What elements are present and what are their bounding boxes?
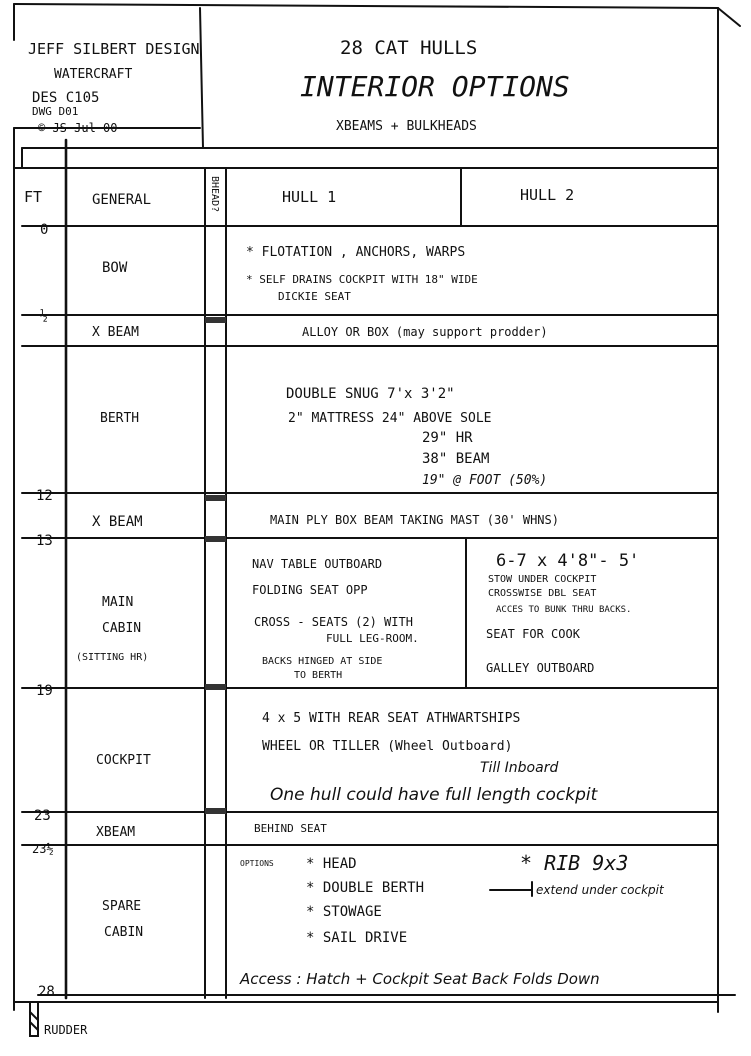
station-28: 28 bbox=[38, 984, 55, 1000]
station-numbers bbox=[32, 222, 55, 1000]
rudder bbox=[30, 1002, 88, 1037]
row-xbeam-1 bbox=[92, 325, 548, 340]
station-23-half: 23½ bbox=[32, 842, 54, 856]
header-ft: FT bbox=[24, 188, 43, 206]
cockpit-line-2: WHEEL OR TILLER (Wheel Outboard) bbox=[262, 739, 513, 754]
header-bhead: BHEAD? bbox=[209, 176, 220, 213]
main-hull1-line-4: FULL LEG-ROOM. bbox=[326, 632, 419, 645]
spare-line-1: * HEAD bbox=[306, 856, 357, 872]
company-name: JEFF SILBERT DESIGN bbox=[28, 40, 200, 58]
row-label-xbeam-3: XBEAM bbox=[96, 825, 136, 840]
sheet-frame bbox=[14, 4, 740, 1012]
row-label-sitting-hr: (SITTING HR) bbox=[76, 652, 149, 663]
berth-line-5: 19" @ FOOT (50%) bbox=[422, 473, 548, 488]
header-hull-1: HULL 1 bbox=[282, 188, 337, 206]
title-interior-options: INTERIOR OPTIONS bbox=[300, 70, 570, 103]
row-label-xbeam-2: X BEAM bbox=[92, 514, 143, 530]
row-label-cabin: CABIN bbox=[102, 621, 142, 636]
station-0: 0 bbox=[40, 222, 49, 238]
main-hull1-line-6: TO BERTH bbox=[294, 670, 343, 681]
main-hull2-line-2: STOW UNDER COCKPIT bbox=[488, 574, 597, 585]
cockpit-line-3: Till Inboard bbox=[480, 760, 559, 776]
title-main: 28 CAT HULLS bbox=[340, 37, 478, 59]
spare-access: Access : Hatch + Cockpit Seat Back Folds Down bbox=[240, 970, 600, 988]
main-hull1-line-2: FOLDING SEAT OPP bbox=[252, 583, 368, 597]
bow-line-1: * FLOTATION , ANCHORS, WARPS bbox=[246, 245, 466, 260]
spare-line-3: * STOWAGE bbox=[306, 904, 382, 920]
berth-line-1: DOUBLE SNUG 7'x 3'2" bbox=[286, 386, 455, 402]
main-hull2-line-3: CROSSWISE DBL SEAT bbox=[488, 588, 597, 599]
bow-line-2: * SELF DRAINS COCKPIT WITH 18" WIDE bbox=[246, 273, 478, 286]
spare-extend-note: extend under cockpit bbox=[536, 883, 664, 897]
row-label-spare-cabin: CABIN bbox=[104, 925, 144, 940]
main-hull1-line-5: BACKS HINGED AT SIDE bbox=[262, 656, 383, 667]
cockpit-line-4: One hull could have full length cockpit bbox=[270, 785, 598, 805]
row-spare-cabin bbox=[102, 851, 665, 988]
xbeam-1-text: ALLOY OR BOX (may support prodder) bbox=[302, 325, 548, 339]
row-xbeam-3 bbox=[96, 822, 327, 840]
xbeam-2-text: MAIN PLY BOX BEAM TAKING MAST (30' WHNS) bbox=[270, 513, 559, 527]
title-block bbox=[28, 37, 570, 135]
company-subtitle: WATERCRAFT bbox=[54, 67, 133, 82]
row-cockpit bbox=[96, 711, 599, 805]
main-hull1-line-3: CROSS - SEATS (2) WITH bbox=[254, 615, 413, 629]
row-label-bow: BOW bbox=[102, 260, 128, 276]
design-number: DES C105 bbox=[32, 90, 100, 106]
xbeam-3-text: BEHIND SEAT bbox=[254, 822, 327, 835]
row-bow bbox=[102, 245, 478, 303]
header-row bbox=[24, 176, 574, 212]
spare-rib: * RIB 9x3 bbox=[520, 851, 629, 875]
station-13: 13 bbox=[36, 533, 53, 549]
spare-options-label: OPTIONS bbox=[240, 859, 274, 868]
berth-line-2: 2" MATTRESS 24" ABOVE SOLE bbox=[288, 411, 492, 426]
rudder-label: RUDDER bbox=[44, 1023, 88, 1037]
station-half: ½ bbox=[40, 309, 48, 324]
spare-line-4: * SAIL DRIVE bbox=[306, 930, 408, 946]
main-hull1-line-1: NAV TABLE OUTBOARD bbox=[252, 557, 383, 571]
station-23: 23 bbox=[34, 808, 51, 824]
row-label-cockpit: COCKPIT bbox=[96, 753, 151, 768]
berth-line-4: 38" BEAM bbox=[422, 451, 490, 467]
row-label-main: MAIN bbox=[102, 595, 134, 610]
drawing-number: DWG D01 bbox=[32, 105, 79, 118]
row-label-xbeam-1: X BEAM bbox=[92, 325, 139, 340]
main-hull2-line-5: SEAT FOR COOK bbox=[486, 627, 580, 641]
spare-line-2: * DOUBLE BERTH bbox=[306, 880, 425, 896]
row-label-spare: SPARE bbox=[102, 899, 142, 914]
row-label-berth: BERTH bbox=[100, 411, 140, 426]
header-hull-2: HULL 2 bbox=[520, 186, 575, 204]
station-19: 19 bbox=[36, 683, 53, 699]
row-xbeam-2 bbox=[92, 513, 559, 530]
main-hull2-line-6: GALLEY OUTBOARD bbox=[486, 661, 595, 675]
header-general: GENERAL bbox=[92, 192, 152, 208]
main-hull2-line-1: 6-7 x 4'8"- 5' bbox=[496, 551, 640, 571]
initials-date: © JS Jul 00 bbox=[38, 121, 118, 135]
bow-line-3: DICKIE SEAT bbox=[278, 290, 351, 303]
berth-line-3: 29" HR bbox=[422, 430, 473, 446]
row-main-cabin bbox=[76, 551, 639, 681]
title-subtitle: XBEAMS + BULKHEADS bbox=[336, 119, 477, 134]
row-berth bbox=[100, 386, 547, 488]
station-12: 12 bbox=[36, 488, 53, 504]
cockpit-line-1: 4 x 5 WITH REAR SEAT ATHWARTSHIPS bbox=[262, 711, 521, 726]
main-hull2-line-4: ACCES TO BUNK THRU BACKS. bbox=[496, 605, 632, 615]
